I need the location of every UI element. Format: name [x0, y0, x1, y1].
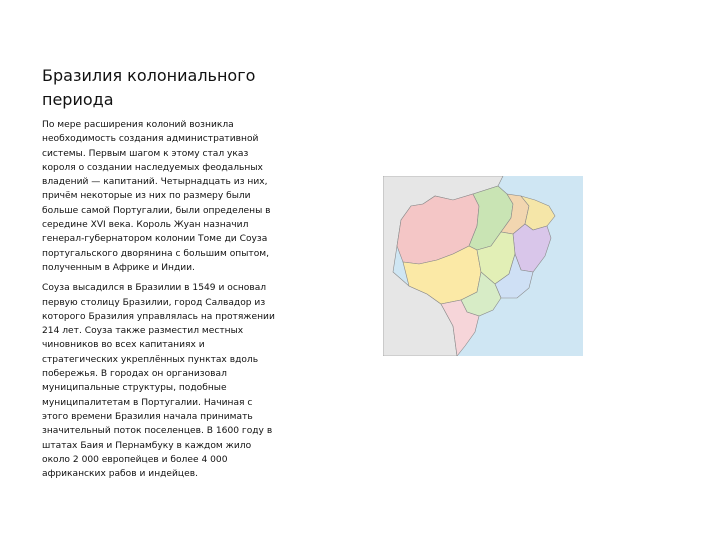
- slide-title: Бразилия колониального периода: [42, 66, 256, 109]
- slide-body: [42, 118, 278, 487]
- body-paragraph-2: Соуза высадился в Бразилии в 1549 и основал первую столицу Бразилии, город Салвадор из которого Бразилия управлялась на протяжении 214 лет. Соуза также разместил местных чиновников во всех капитаниях и стратегических укреплённых пунктах вдоль побережья. В городах он организовал муниципальные структуры, подобные муниципалитетам в Португалии. Начиная с этого времени Бразилия начала принимать значительный поток поселенцев. В 1600 году в штатах Баия и Пернамбуку в каждом жило около 2 000 европейцев и более 4 000 африканских рабов и индейцев.: [42, 283, 275, 480]
- colonial-brazil-map: [383, 176, 583, 356]
- map-svg: [383, 176, 583, 356]
- body-paragraph-1: По мере расширения колоний возникла необходимость создания административной системы. Первым шагом к этому стал указ короля о создании наследуемых феодальных владений — капитаний. Четырнадцать из них, причём некоторые из них по размеру были больше самой Португалии, были определены в середине XVI века. Король Жуан назначил генерал-губернатором колонии Томе ди Соуза португальского дворянина с большим опытом, полученным в Африке и Индии.: [42, 120, 271, 273]
